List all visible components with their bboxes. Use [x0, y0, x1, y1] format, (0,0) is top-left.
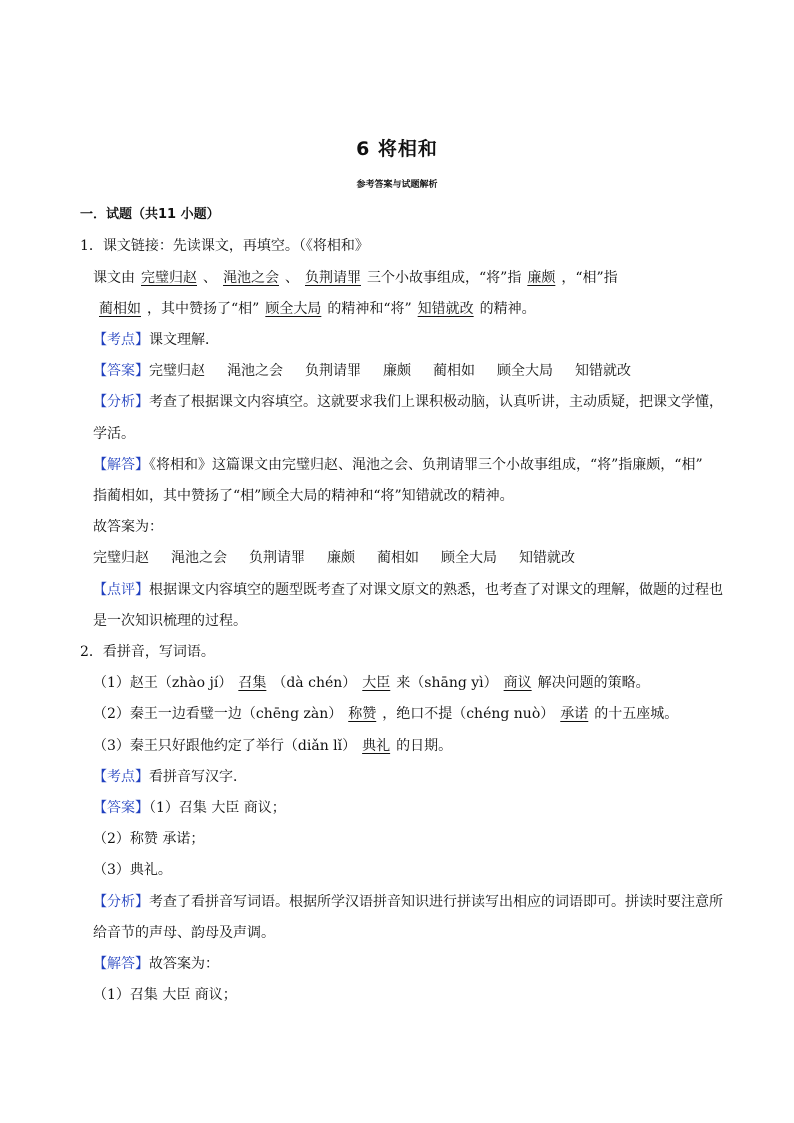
q1-fill-line-2: 蔺相如 ，其中赞扬了“相” 顾全大局 的精神和“将” 知错就改 的精神。 — [93, 299, 536, 319]
q2-blank-3: 商议 — [503, 675, 532, 691]
q2-blank-1: 召集 — [238, 675, 267, 691]
q1-jieda-cont: 指蔺相如，其中赞扬了“相”顾全大局的精神和“将”知错就改的精神。 — [93, 488, 514, 504]
q2-blank-4: 称赞 — [348, 706, 377, 722]
q1-blank-2: 渑池之会 — [223, 270, 279, 286]
q1-dianping-cont: 是一次知识梳理的过程。 — [93, 613, 247, 629]
q1-blank-7: 知错就改 — [417, 301, 474, 317]
q2-answer-2: （2）称赞 承诺； — [93, 831, 205, 847]
q2-fenxi: 【分析】考查了看拼音写词语。根据所学汉语拼音知识进行拼读写出相应的词语即可。拼读时要注意所 — [93, 894, 723, 910]
q1-fill-line-1: 课文由 完璧归赵 、 渑池之会 、 负荆请罪 三个小故事组成，“将”指 廉颇 ，“相”指 — [93, 270, 618, 286]
q1-blank-1: 完璧归赵 — [141, 270, 197, 286]
q2-fenxi-cont: 给音节的声母、韵母及声调。 — [93, 925, 275, 941]
q1-gudaan: 故答案为： — [93, 519, 163, 535]
q1-dianping: 【点评】根据课文内容填空的题型既考查了对课文原文的熟悉，也考查了对课文的理解，做题的过程也 — [93, 582, 723, 598]
q1-blank-6: 顾全大局 — [265, 301, 322, 317]
page-title: 6 将相和 — [356, 138, 438, 160]
q2-blank-2: 大臣 — [362, 675, 391, 691]
q1-blank-4: 廉颇 — [527, 270, 556, 286]
fenxi-tag: 【分析】 — [93, 894, 149, 910]
jieda-tag: 【解答】 — [93, 457, 149, 473]
q2-answer-3: （3）典礼。 — [93, 862, 172, 878]
q2-stem: 2．看拼音，写词语。 — [80, 644, 215, 660]
page-subtitle: 参考答案与试题解析 — [356, 180, 438, 190]
q2-jieda: 【解答】故答案为： — [93, 956, 219, 972]
daan-tag: 【答案】 — [93, 800, 149, 816]
fenxi-tag: 【分析】 — [93, 394, 149, 410]
q1-blank-3: 负荆请罪 — [305, 270, 361, 286]
q1-blank-5: 蔺相如 — [99, 301, 141, 317]
dianping-tag: 【点评】 — [93, 582, 149, 598]
q1-kaodian: 【考点】课文理解． — [93, 332, 219, 348]
q2-blank-5: 承诺 — [560, 706, 589, 722]
kaodian-tag: 【考点】 — [93, 769, 149, 785]
section-heading: 一．试题（共11 小题） — [80, 207, 220, 222]
q2-answer: 【答案】（1）召集 大臣 商议； — [93, 800, 286, 816]
q1-fenxi: 【分析】考查了根据课文内容填空。这就要求我们上课积极动脑，认真听讲，主动质疑，把课文学懂， — [93, 394, 723, 410]
q1-answer-list: 完璧归赵 渑池之会 负荆请罪 廉颇 蔺相如 顾全大局 知错就改 — [93, 550, 575, 566]
q1-fenxi-cont: 学活。 — [93, 426, 135, 442]
q1-stem: 1．课文链接：先读课文，再填空。（《将相和》 — [80, 238, 369, 254]
q2-jieda-answer: （1）召集 大臣 商议； — [93, 987, 237, 1003]
q2-kaodian: 【考点】看拼音写汉字． — [93, 769, 247, 785]
q2-sentence-1: （1）赵王（zhào jí） 召集 （dà chén） 大臣 来（shāng yì） 商议 解决问题的策略。 — [93, 675, 650, 691]
q2-sentence-2: （2）秦王一边看璧一边（chēng zàn） 称赞 ，绝口不提（chéng nuò） 承诺 的十五座城。 — [93, 706, 679, 722]
q2-blank-6: 典礼 — [362, 738, 391, 754]
q1-answer: 【答案】完璧归赵 渑池之会 负荆请罪 廉颇 蔺相如 顾全大局 知错就改 — [93, 363, 631, 379]
kaodian-tag: 【考点】 — [93, 332, 149, 348]
daan-tag: 【答案】 — [93, 363, 149, 379]
q2-sentence-3: （3）秦王只好跟他约定了举行（diǎn lǐ） 典礼 的日期。 — [93, 738, 453, 754]
jieda-tag: 【解答】 — [93, 956, 149, 972]
q1-jieda: 【解答】《将相和》这篇课文由完璧归赵、渑池之会、负荆请罪三个小故事组成，“将”指廉颇，“相” — [93, 457, 703, 473]
